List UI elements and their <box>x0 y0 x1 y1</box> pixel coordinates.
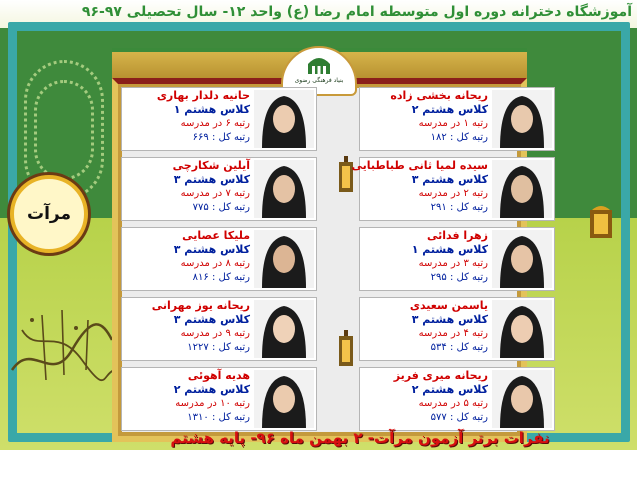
student-overall-rank: رتبه کل : ۵۳۴ <box>430 342 488 353</box>
student-school-rank: رتبه ۱۰ در مدرسه <box>175 398 250 409</box>
student-card <box>359 297 555 361</box>
student-school-rank: رتبه ۱ در مدرسه <box>418 118 488 129</box>
student-name: ریحانه بخشی زاده <box>390 89 488 102</box>
student-school-rank: رتبه ۳ در مدرسه <box>418 258 488 269</box>
student-school-rank: رتبه ۲ در مدرسه <box>418 188 488 199</box>
student-class: کلاس هشتم ۲ <box>173 383 250 396</box>
student-class: کلاس هشتم ۳ <box>411 313 488 326</box>
student-photo <box>254 300 314 358</box>
student-photo <box>254 90 314 148</box>
student-photo <box>492 230 552 288</box>
emblem-caption: بنیاد فرهنگی رضوی <box>294 77 344 84</box>
student-overall-rank: رتبه کل : ۲۹۵ <box>430 272 488 283</box>
student-overall-rank: رتبه کل : ۱۳۱۰ <box>187 412 250 423</box>
student-overall-rank: رتبه کل : ۸۱۶ <box>192 272 250 283</box>
student-class: کلاس هشتم ۳ <box>173 243 250 256</box>
student-class: کلاس هشتم ۳ <box>173 173 250 186</box>
shrine-logo-icon <box>304 52 334 76</box>
exam-footer-title: نفرات برتر آزمون مرآت- ۲ بهمن ماه ۹۶- پایه هشتم <box>170 429 550 447</box>
mirat-badge <box>10 175 88 253</box>
student-card <box>121 367 317 431</box>
student-card <box>351 157 555 221</box>
student-photo <box>492 160 552 218</box>
student-class: کلاس هشتم ۳ <box>173 313 250 326</box>
student-class: کلاس هشتم ۲ <box>411 103 488 116</box>
student-school-rank: رتبه ۶ در مدرسه <box>180 118 250 129</box>
student-name: سیده لمیا ثانی طباطبایی <box>351 159 488 172</box>
student-overall-rank: رتبه کل : ۲۹۱ <box>430 202 488 213</box>
student-card <box>121 157 317 221</box>
student-photo <box>254 160 314 218</box>
student-overall-rank: رتبه کل : ۶۶۹ <box>192 132 250 143</box>
student-name: آیلین شکارچی <box>172 159 250 172</box>
student-card <box>359 227 555 291</box>
student-school-rank: رتبه ۵ در مدرسه <box>418 398 488 409</box>
student-photo <box>492 90 552 148</box>
student-photo <box>254 370 314 428</box>
student-photo <box>492 370 552 428</box>
student-overall-rank: رتبه کل : ۱۸۲ <box>430 132 488 143</box>
arabesque-ornament-inner <box>34 80 94 180</box>
calligraphy-artwork <box>2 300 120 390</box>
student-name: ملیکا عصایی <box>182 229 250 242</box>
student-photo <box>254 230 314 288</box>
student-name: یاسمن سعیدی <box>409 299 488 312</box>
student-school-rank: رتبه ۸ در مدرسه <box>180 258 250 269</box>
student-school-rank: رتبه ۹ در مدرسه <box>180 328 250 339</box>
student-name: ریحانه یوز مهرانی <box>151 299 250 312</box>
student-name: حانیه دلدار بهاری <box>156 89 250 102</box>
student-card <box>121 87 317 151</box>
student-photo <box>492 300 552 358</box>
student-name: زهرا فدائی <box>427 229 488 242</box>
student-name: هدیه آهوئی <box>187 369 250 382</box>
student-class: کلاس هشتم ۲ <box>411 383 488 396</box>
school-headline: آموزشگاه دخترانه دوره اول متوسطه امام رضا (ع) واحد ۱۲- سال تحصیلی ۹۷-۹۶ <box>81 4 632 20</box>
student-school-rank: رتبه ۷ در مدرسه <box>180 188 250 199</box>
student-card <box>359 367 555 431</box>
mirat-badge-label: مرآت <box>26 204 71 224</box>
student-card <box>121 297 317 361</box>
student-school-rank: رتبه ۴ در مدرسه <box>418 328 488 339</box>
student-name: ریحانه میری فریز <box>393 369 488 382</box>
student-overall-rank: رتبه کل : ۷۷۵ <box>192 202 250 213</box>
student-overall-rank: رتبه کل : ۵۷۷ <box>430 412 488 423</box>
student-card <box>121 227 317 291</box>
student-class: کلاس هشتم ۳ <box>411 173 488 186</box>
student-card <box>359 87 555 151</box>
student-overall-rank: رتبه کل : ۱۲۲۷ <box>187 342 250 353</box>
student-class: کلاس هشتم ۱ <box>411 243 488 256</box>
shrine-icon <box>588 204 614 240</box>
lantern-icon <box>336 330 356 372</box>
student-class: کلاس هشتم ۱ <box>173 103 250 116</box>
